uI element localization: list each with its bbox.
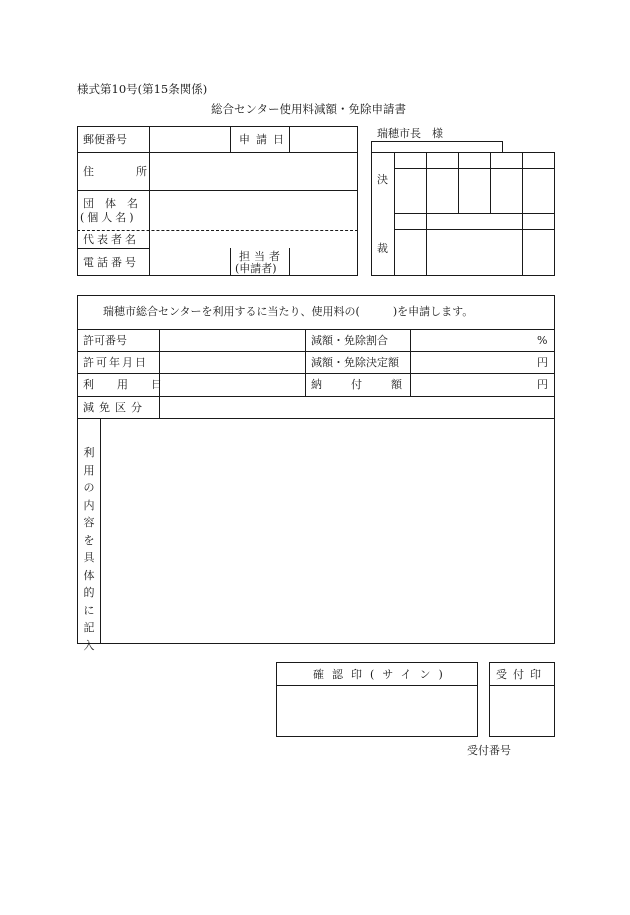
representative-label: 代表者名 xyxy=(83,233,139,246)
individual-name-label: (個人名) xyxy=(80,211,137,224)
yen-unit-1: 円 xyxy=(537,356,548,369)
confirmation-label: 確認印(サイン) xyxy=(313,668,451,681)
address-label: 住所 xyxy=(83,165,189,178)
usage-details-label: 利 用 の 内 容 を 具 体 的 に 記 入 xyxy=(83,446,95,652)
permit-date-label: 許可年月日 xyxy=(83,356,148,369)
reduction-amount-label: 減額・免除決定額 xyxy=(311,356,399,369)
group-name-label: 団体名 xyxy=(83,197,149,210)
reduction-amount-field[interactable] xyxy=(412,353,536,373)
person-in-charge-label: 担当者 xyxy=(239,250,284,263)
applicant-label: (申請者) xyxy=(235,262,277,275)
postal-code-label: 郵便番号 xyxy=(83,133,127,146)
form-title: 総合センター使用料減額・免除申請書 xyxy=(211,102,407,116)
permit-number-field[interactable] xyxy=(161,331,307,351)
application-date-field[interactable] xyxy=(291,128,359,152)
use-date-field[interactable] xyxy=(161,375,307,396)
reduction-rate-label: 減額・免除割合 xyxy=(311,334,388,347)
usage-details-field[interactable] xyxy=(102,420,556,645)
mayor-addressee: 瑞穂市長 様 xyxy=(377,127,443,140)
person-in-charge-field[interactable] xyxy=(291,250,359,275)
representative-field[interactable] xyxy=(151,232,359,248)
application-date-label: 申請日 xyxy=(239,133,290,146)
decision-char-1: 決 xyxy=(377,173,388,186)
use-date-label: 利用日 xyxy=(83,378,185,391)
receipt-number-label: 受付番号 xyxy=(467,744,511,757)
postal-code-field[interactable] xyxy=(151,128,232,152)
reduction-category-field[interactable] xyxy=(161,398,556,418)
reduction-rate-field[interactable] xyxy=(412,331,536,351)
group-name-field[interactable] xyxy=(151,192,359,230)
phone-label: 電話番号 xyxy=(83,256,139,269)
receipt-label: 受付印 xyxy=(496,668,547,681)
percent-unit: % xyxy=(537,334,548,347)
permit-number-label: 許可番号 xyxy=(83,334,127,347)
reduction-category-label: 減免区分 xyxy=(83,401,147,414)
payment-amount-field[interactable] xyxy=(412,375,536,396)
decision-char-2: 裁 xyxy=(377,242,388,255)
yen-unit-2: 円 xyxy=(537,378,548,391)
request-statement: 瑞穂市総合センターを利用するに当たり、使用料の( )を申請します。 xyxy=(103,305,474,318)
form-number: 様式第10号(第15条関係) xyxy=(77,82,208,96)
address-field[interactable] xyxy=(151,154,359,190)
permit-date-field[interactable] xyxy=(161,353,307,373)
payment-amount-label: 納付額 xyxy=(311,378,431,391)
phone-field[interactable] xyxy=(151,250,232,275)
